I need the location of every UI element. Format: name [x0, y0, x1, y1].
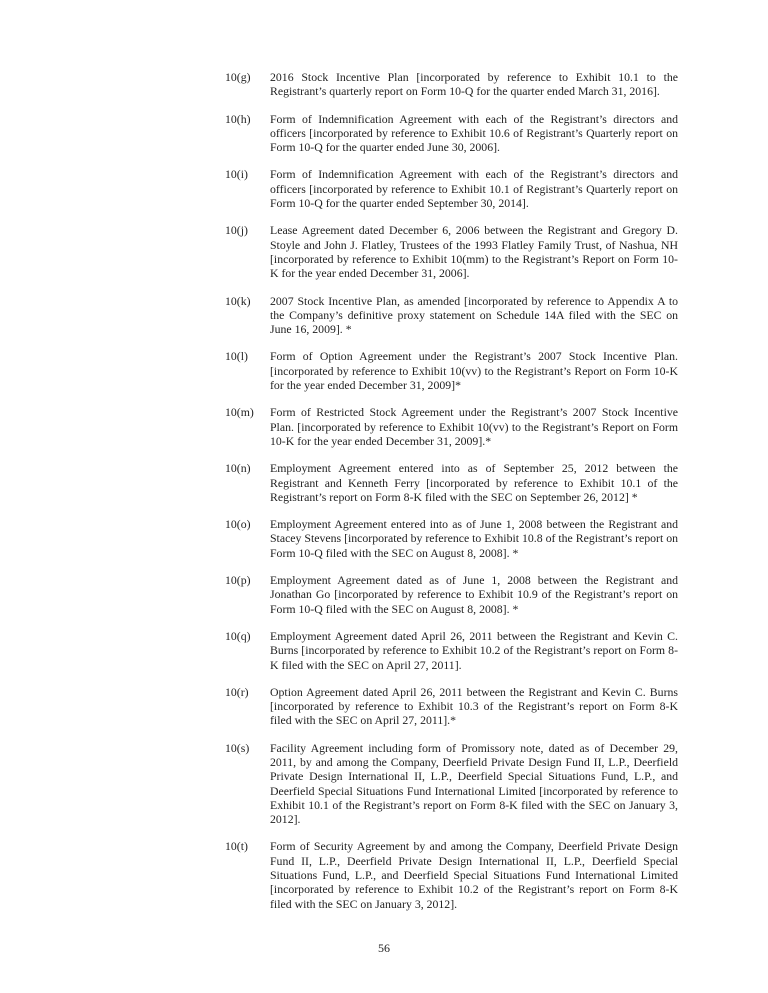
exhibit-description: Form of Restricted Stock Agreement under the Registrant’s 2007 Stock Incentive Plan. [incorporated by reference to Exhibit 10(vv) to the Registrant’s Report on Form 10-K for the year ended December 31, 2009].* — [270, 405, 678, 448]
exhibit-description: 2016 Stock Incentive Plan [incorporated by reference to Exhibit 10.1 to the Registrant’s quarterly report on Form 10-Q for the quarter ended March 31, 2016]. — [270, 70, 678, 99]
exhibit-list — [225, 70, 678, 924]
exhibit-number: 10(t) — [225, 839, 248, 854]
exhibit-description: Form of Indemnification Agreement with each of the Registrant’s directors and officers [incorporated by reference to Exhibit 10.1 of Registrant’s Quarterly report on Form 10-Q for the quarter ended September 30, 2014]. — [270, 167, 678, 211]
page-number: 56 — [378, 941, 390, 955]
exhibit-description: 2007 Stock Incentive Plan, as amended [incorporated by reference to Appendix A to the Company’s definitive proxy statement on Schedule 14A filed with the SEC on June 16, 2009]. * — [270, 293, 678, 337]
exhibit-item — [225, 405, 678, 448]
exhibit-number: 10(m) — [225, 405, 254, 420]
exhibit-item — [225, 294, 678, 337]
exhibit-item — [225, 839, 678, 910]
exhibit-item — [225, 349, 678, 392]
exhibit-number: 10(i) — [225, 167, 248, 182]
exhibit-description: Lease Agreement dated December 6, 2006 between the Registrant and Gregory D. Stoyle and John J. Flatley, Trustees of the 1993 Flatley Family Trust, of Nashua, NH [incorporated by reference to Exhibit 10(mm) to the Registrant’s Report on Form 10-K for the year ended December 31, 2006]. — [270, 223, 678, 281]
exhibit-description: Employment Agreement entered into as of June 1, 2008 between the Registrant and Stacey Stevens [incorporated by reference to Exhibit 10.8 of the Registrant’s report on Form 10-Q filed with the SEC on August 8, 2008]. * — [270, 517, 678, 560]
exhibit-description: Form of Indemnification Agreement with each of the Registrant’s directors and officers [incorporated by reference to Exhibit 10.6 of Registrant’s Quarterly report on Form 10-Q for the quarter ended June 30, 2006]. — [270, 111, 678, 155]
exhibit-description: Employment Agreement dated as of June 1, 2008 between the Registrant and Jonathan Go [incorporated by reference to Exhibit 10.9 of the Registrant’s report on Form 10-Q filed with the SEC on August 8, 2008]. * — [270, 573, 678, 616]
exhibit-item — [225, 685, 678, 728]
exhibit-number: 10(q) — [225, 628, 251, 643]
exhibit-number: 10(h) — [225, 111, 251, 126]
exhibit-item — [225, 70, 678, 99]
exhibit-item — [225, 223, 678, 280]
exhibit-description: Form of Option Agreement under the Registrant’s 2007 Stock Incentive Plan. [incorporated by reference to Exhibit 10(vv) to the Registrant’s Report on Form 10-K for the year ended December 31, 2009]* — [270, 349, 678, 393]
exhibit-item — [225, 741, 678, 827]
exhibit-number: 10(g) — [225, 70, 251, 84]
exhibit-description: Form of Security Agreement by and among the Company, Deerfield Private Design Fund II, L.P., Deerfield Private Design International II, L.P., Deerfield Special Situations Fund, L.P., and Deerfield Special Situations Fund International Limited [incorporated by reference to Exhibit 10.2 of the Registrant’s report on Form 8-K filed with the SEC on January 3, 2012]. — [270, 839, 678, 911]
exhibit-number: 10(p) — [225, 573, 251, 588]
exhibit-number: 10(o) — [225, 517, 251, 532]
exhibit-item — [225, 573, 678, 616]
exhibit-description: Employment Agreement entered into as of September 25, 2012 between the Registrant and Kenneth Ferry [incorporated by reference to Exhibit 10.1 of the Registrant’s report on Form 8-K filed with the SEC on September 26, 2012] * — [270, 461, 678, 504]
exhibit-number: 10(r) — [225, 684, 249, 699]
exhibit-description: Option Agreement dated April 26, 2011 between the Registrant and Kevin C. Burns [incorporated by reference to Exhibit 10.3 of the Registrant’s report on Form 8-K filed with the SEC on April 27, 2011].* — [270, 684, 678, 728]
exhibit-number: 10(k) — [225, 293, 251, 308]
exhibit-item — [225, 167, 678, 210]
exhibit-item — [225, 461, 678, 504]
exhibit-number: 10(j) — [225, 223, 248, 238]
exhibit-item — [225, 517, 678, 560]
exhibit-number: 10(s) — [225, 740, 250, 755]
exhibit-number: 10(n) — [225, 461, 251, 476]
exhibit-description: Employment Agreement dated April 26, 2011 between the Registrant and Kevin C. Burns [incorporated by reference to Exhibit 10.2 of the Registrant’s report on Form 8-K filed with the SEC on April 27, 2011]. — [270, 628, 678, 672]
exhibit-description: Facility Agreement including form of Promissory note, dated as of December 29, 2011, by and among the Company, Deerfield Private Design Fund II, L.P., Deerfield Private Design International II, L.P., Deerfield Special Situations Fund, L.P., and Deerfield Special Situations Fund International Limited [incorporated by reference to Exhibit 10.1 of the Registrant’s report on Form 8-K filed with the SEC on January 3, 2012]. — [270, 740, 678, 827]
exhibit-item — [225, 629, 678, 672]
exhibit-item — [225, 112, 678, 155]
exhibit-number: 10(l) — [225, 349, 248, 364]
